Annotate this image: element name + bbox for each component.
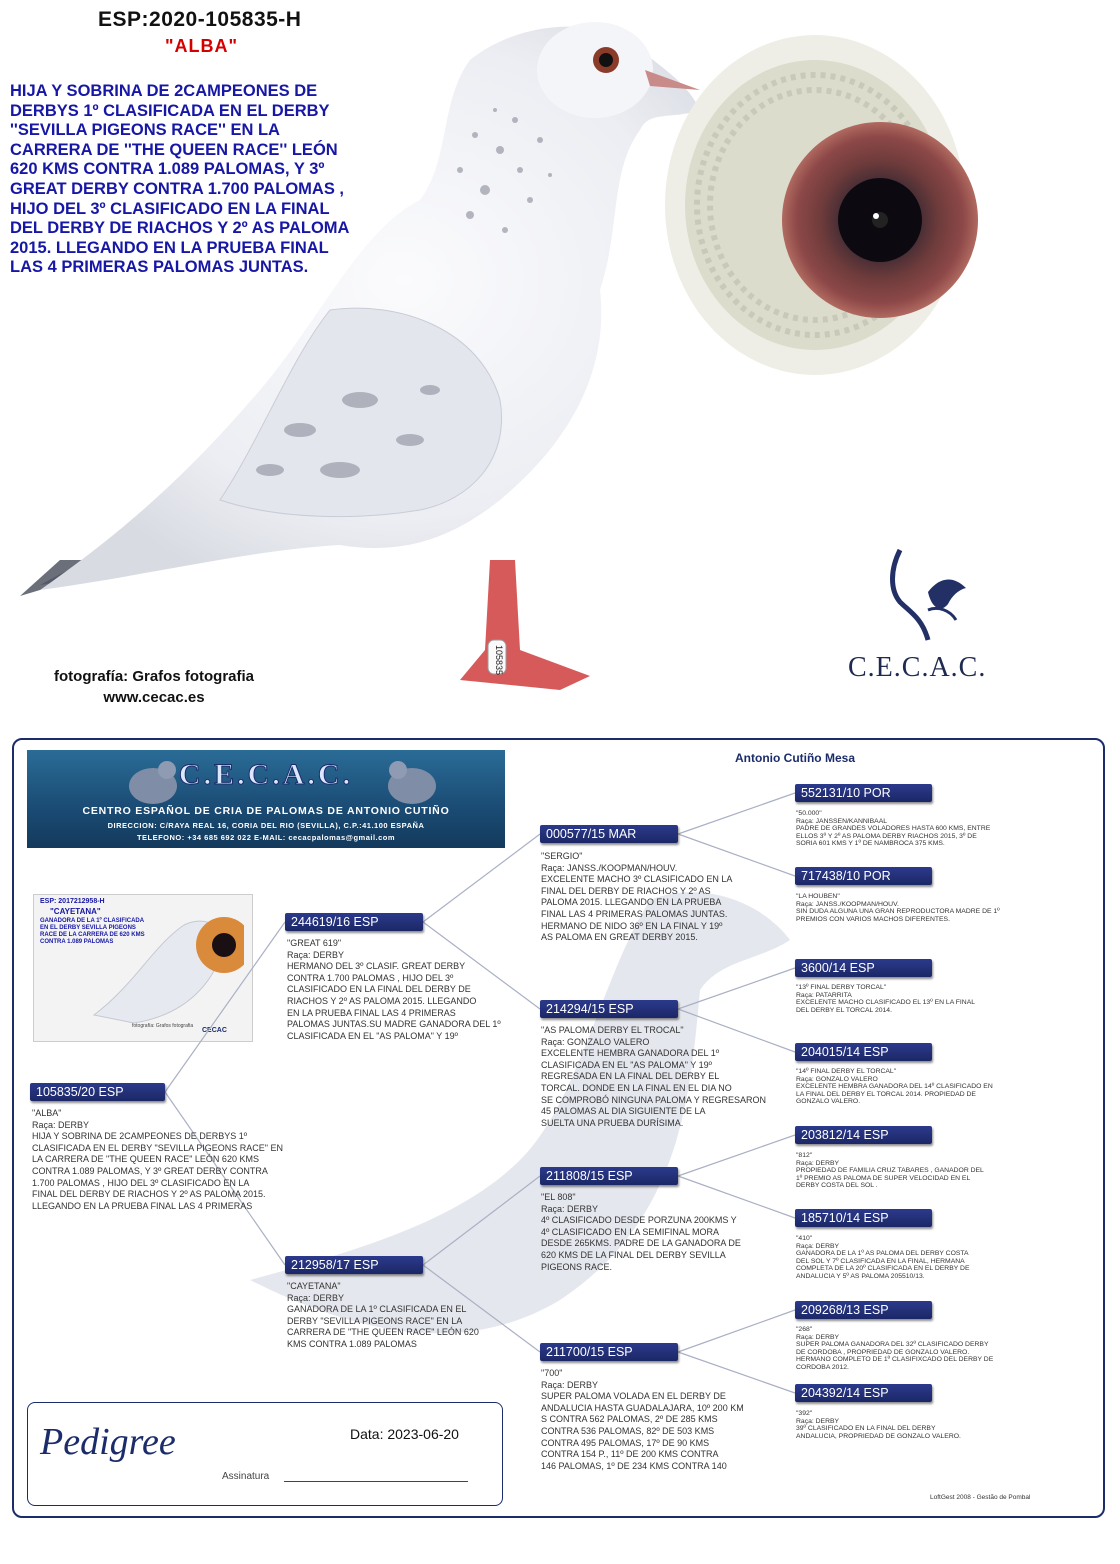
pedigree-date: Data: 2023-06-20 [350, 1426, 459, 1442]
signature-line[interactable] [284, 1481, 468, 1482]
owner-name: Antonio Cutiño Mesa [735, 751, 855, 765]
granddam-1-info: "AS PALOMA DERBY EL TROCAL" Raça: GONZALO VALERO EXCELENTE HEMBRA GANADORA DEL 1º CLASIFICADA EN EL "AS PALOMA" Y 19º REGRESADA EN LA FINAL DEL DERBY EL TORCAL. DONDE EN LA FINAL EN EL DIA NO SE COMPROBÓ NINGUNA PALOMA Y REGRESARON 45 PALOMAS AL DIA SIGUIENTE DE LA SUELTA UNA PRUEBA DURÍSIMA. [541, 1025, 767, 1128]
website-link[interactable]: www.cecac.es [103, 689, 205, 706]
leg-band-text: 105835 [494, 645, 504, 676]
subject-ring-box[interactable]: 105835/20 ESP [30, 1083, 165, 1101]
pigeon-name: "ALBA" [165, 36, 239, 56]
pedigree-script-label: Pedigree [40, 1421, 176, 1463]
grandsire-1-ring-box[interactable]: 000577/15 MAR [540, 825, 678, 843]
grandsire-1-info: "SERGIO" Raça: JANSS./KOOPMAN/HOUV. EXCELENTE MACHO 3º CLASIFICADO EN LA FINAL DEL DERBY DE RIACHOS Y 2º AS PALOMA 2015. LLEGANDO EN LA PRUEBA FINAL LAS 4 PRIMERAS PALOMAS JUNTAS. HERMANO DE NIDO 36º EN LA FINAL Y 19º AS PALOMA EN GREAT DERBY 2015. [541, 851, 733, 943]
great-grandparent-7-info: "268" Raça: DERBY SUPER PALOMA GANADORA DEL 32º CLASIFICADO DERBY DE CORDOBA , PROPRIEDAD DE GONZALO VALERO. HERMANO COMPLETO DE 1º CLASIFIXCADO DEL DERBY DE CORDOBA 2012. [796, 1326, 994, 1371]
sire-ring-box[interactable]: 244619/16 ESP [285, 913, 423, 931]
dove-logo-icon [870, 540, 980, 650]
great-grandparent-8-ring-box[interactable]: 204392/14 ESP [795, 1384, 932, 1402]
poster [0, 0, 1120, 720]
sire-info: "GREAT 619" Raça: DERBY HERMANO DEL 3º CLASIF. GREAT DERBY CONTRA 1.700 PALOMAS , HIJO DEL 3º CLASIFICADO EN LA FINAL DEL DERBY DE RIACHOS Y 2º AS PALOMA 2015. LLEGANDO EN LA PRUEBA FINAL LAS 4 PRIMERAS PALOMAS JUNTAS.SU MADRE GANADORA DEL 1º CLASIFICADA EN EL "AS PALOMA" Y 19º [287, 938, 501, 1041]
great-grandparent-4-info: "14º FINAL DERBY EL TORCAL" Raça: GONZALO VALERO EXCELENTE HEMBRA GANADORA DEL 14º CLASIFICADO EN LA FINAL DEL DERBY EL TORCAL 2014. PROPIEDAD DE GONZALO VALERO. [796, 1068, 993, 1106]
ring-number: ESP:2020-105835-H [98, 8, 302, 31]
thumb-text-4: CONTRA 1.089 PALOMAS [40, 939, 114, 945]
thumb-ring: ESP: 2017212958-H [40, 898, 105, 905]
signature-label: Assinatura [222, 1471, 270, 1482]
pigeon-description: HIJA Y SOBRINA DE 2CAMPEONES DE DERBYS 1º CLASIFICADA EN EL DERBY ''SEVILLA PIGEONS RACE'' EN LA CARRERA DE ''THE QUEEN RACE'' LEÓN 620 KMS CONTRA 1.089 PALOMAS, Y 3º GREAT DERBY CONTRA 1.700 PALOMAS , HIJO DEL 3º CLASIFICADO EN LA FINAL DEL DERBY DE RIACHOS Y 2º AS PALOMA 2015. LLEGANDO EN LA PRUEBA FINAL LAS 4 PRIMERAS PALOMAS JUNTAS. [10, 82, 350, 277]
banner-address: DIRECCION: C/RAYA REAL 16, CORIA DEL RIO (SEVILLA), C.P.:41.100 ESPAÑA [107, 821, 425, 830]
great-grandparent-6-ring-box[interactable]: 185710/14 ESP [795, 1209, 932, 1227]
brand-logo-text: C.E.C.A.C. [848, 652, 987, 683]
thumb-credit: fotografía: Grafos fotografia [132, 1023, 194, 1029]
great-grandparent-8-info: "392" Raça: DERBY 39º CLASIFICADO EN LA FINAL DEL DERBY ANDALUCIA, PROPRIEDAD DE GONZALO VALERO. [796, 1410, 961, 1440]
photo-credit: fotografía: Grafos fotografia [54, 668, 255, 685]
thumb-text-1: GANADORA DE LA 1º CLASIFICADA [40, 918, 145, 924]
thumb-brand: CECAC [202, 1027, 227, 1034]
great-grandparent-4-ring-box[interactable]: 204015/14 ESP [795, 1043, 932, 1061]
thumb-name: "CAYETANA" [50, 907, 101, 916]
great-grandparent-1-info: "50.000" Raça: JANSSEN/KANNIBAAL PADRE DE GRANDES VOLADORES HASTA 600 KMS, ENTRE ELLOS 3º Y 2º AS PALOMA DERBY RIACHOS 2015, 3º DE SORIA 601 KMS Y 1º DE NAMBROCA 375 KMS. [796, 810, 991, 848]
great-grandparent-7-ring-box[interactable]: 209268/13 ESP [795, 1301, 932, 1319]
granddam-1-ring-box[interactable]: 214294/15 ESP [540, 1000, 678, 1018]
banner-contact: TELEFONO: +34 685 692 022 E-MAIL: cecacpalomas@gmail.com [136, 833, 396, 842]
great-grandparent-3-info: "13º FINAL DERBY TORCAL" Raça: PATARRITA EXCELENTE MACHO CLASIFICADO EL 13º EN LA FINAL DEL DERBY EL TORCAL 2014. [796, 984, 976, 1014]
thumb-text-3: RACE DE LA CARRERA DE 620 KMS [40, 932, 145, 938]
great-grandparent-3-ring-box[interactable]: 3600/14 ESP [795, 959, 932, 977]
great-grandparent-1-ring-box[interactable]: 552131/10 POR [795, 784, 932, 802]
photo-credit-block [54, 666, 254, 708]
eye-photo [660, 20, 980, 380]
banner-title: C.E.C.A.C. [178, 758, 354, 791]
banner-subtitle: CENTRO ESPAÑOL DE CRIA DE PALOMAS DE ANTONIO CUTIÑO [82, 805, 450, 817]
thumb-text-2: EN EL DERBY SEVILLA PIGEONS [40, 925, 136, 931]
software-credit: LoftGest 2008 - Gestão de Pombal [930, 1494, 1031, 1501]
dam-ring-box[interactable]: 212958/17 ESP [285, 1256, 423, 1274]
great-grandparent-6-info: "410" Raça: DERBY GANADORA DE LA 1º AS PALOMA DEL DERBY COSTA DEL SOL Y 7º CLASIFICADA EN LA FINAL, HERMANA COMPLETA DE LA 20º CLASIFICADA EN EL DERBY DE ANDALUCIA Y 5º AS PALOMA 205510/13. [796, 1235, 970, 1280]
great-grandparent-5-ring-box[interactable]: 203812/14 ESP [795, 1126, 932, 1144]
great-grandparent-2-info: "LA HOUBEN" Raça: JANSS./KOOPMAN/HOUV. SIN DUDA ALGUNA UNA GRAN REPRODUCTORA MADRE DE 1º PREMIOS CON VARIOS MACHOS DIFERENTES. [796, 893, 1000, 923]
grandsire-2-ring-box[interactable]: 211808/15 ESP [540, 1167, 678, 1185]
great-grandparent-2-ring-box[interactable]: 717438/10 POR [795, 867, 932, 885]
granddam-2-ring-box[interactable]: 211700/15 ESP [540, 1343, 678, 1361]
dam-info: "CAYETANA" Raça: DERBY GANADORA DE LA 1º CLASIFICADA EN EL DERBY "SEVILLA PIGEONS RACE" EN LA CARRERA DE "THE QUEEN RACE" LEÓN 620 KMS CONTRA 1.089 PALOMAS [287, 1281, 479, 1349]
subject-info: "ALBA" Raça: DERBY HIJA Y SOBRINA DE 2CAMPEONES DE DERBYS 1º CLASIFICADA EN EL DERBY "SEVILLA PIGEONS RACE" EN LA CARRERA DE "THE QUEEN RACE" LEÓN 620 KMS CONTRA 1.089 PALOMAS, Y 3º GREAT DERBY CONTRA 1.700 PALOMAS , HIJO DEL 3º CLASIFICADO EN LA FINAL DEL DERBY DE RIACHOS Y 2º AS PALOMA 2015. LLEGANDO EN LA PRUEBA FINAL LAS 4 PRIMERAS [32, 1108, 283, 1211]
great-grandparent-5-info: "812" Raça: DERBY PROPIEDAD DE FAMILIA CRUZ TABARES , GANADOR DEL 1º PREMIO AS PALOMA DE SUPER VELOCIDAD EN EL DERBY COSTA DEL SOL . [796, 1152, 984, 1190]
granddam-2-info: "700" Raça: DERBY SUPER PALOMA VOLADA EN EL DERBY DE ANDALUCIA HASTA GUADALAJARA, 10º 200 KM S CONTRA 562 PALOMAS, 2º DE 285 KMS CONTRA 536 PALOMAS, 82º DE 503 KMS CONTRA 495 PALOMAS, 17º DE 90 KMS CONTRA 154 P., 11º DE 200 KMS CONTRA 146 PALOMAS, 1º DE 234 KMS CONTRA 140 [541, 1368, 744, 1471]
grandsire-2-info: "EL 808" Raça: DERBY 4º CLASIFICADO DESDE PORZUNA 200KMS Y 4º CLASIFICADO EN LA SEMIFINAL MORA DESDE 265KMS. PADRE DE LA GANADORA DE 620 KMS DE LA FINAL DEL DERBY SEVILLA PIGEONS RACE. [541, 1192, 741, 1272]
